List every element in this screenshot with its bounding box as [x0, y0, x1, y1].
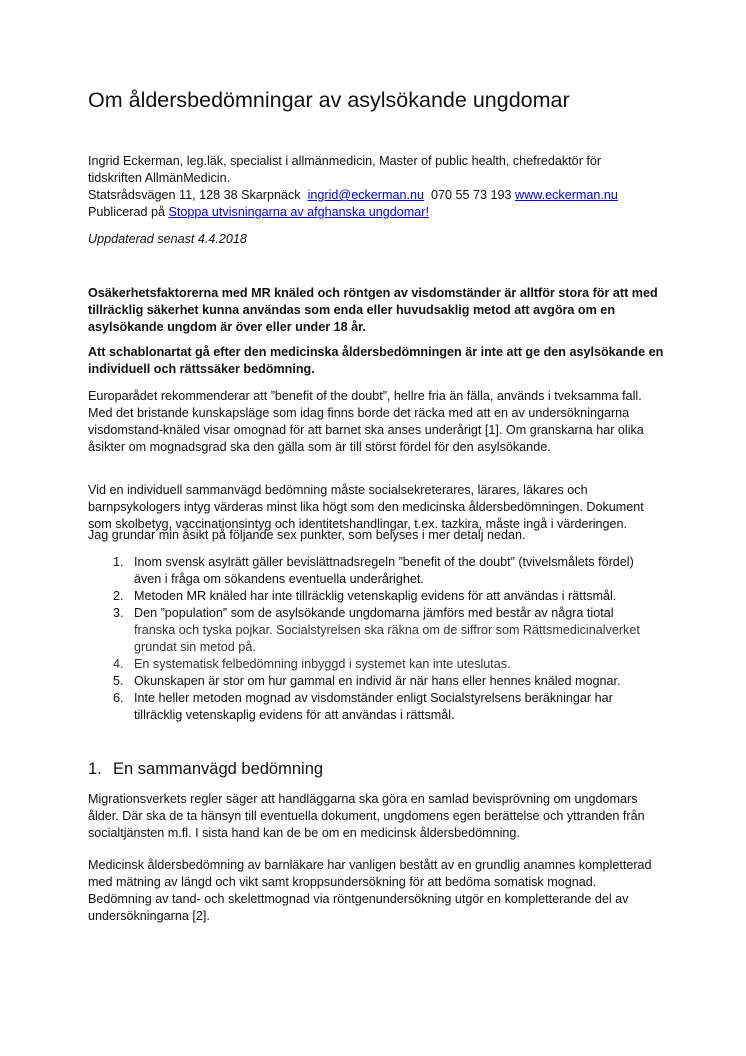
text-line: åsikter om mognadsgrad ska den gälla som är till störst fördel för den asylsökande. [88, 440, 551, 454]
text-line: Europarådet rekommenderar att ”benefit of the doubt”, hellre fria än fälla, används i tveksamma fall. [88, 389, 642, 403]
author-line: Ingrid Eckerman, leg.läk, specialist i allmänmedicin, Master of public health, chefredaktör för [88, 154, 602, 168]
published-link[interactable]: Stoppa utvisningarna av afghanska ungdomar! [168, 205, 429, 219]
text-line: Att schablonartat gå efter den medicinska åldersbedömningen är inte att ge den asylsökande en [88, 345, 664, 359]
text-line: även i fråga om sökandens eventuella underårighet. [134, 572, 424, 586]
text-line: Jag grundar min åsikt på följande sex punkter, som belyses i mer detalj nedan. [88, 528, 526, 542]
paragraph [88, 791, 688, 842]
paragraph [88, 527, 688, 544]
text-line: med mätning av längd och vikt samt kroppsundersökning för att bedöma somatisk mognad. [88, 875, 597, 889]
list-item [88, 673, 640, 690]
contact-line [88, 187, 688, 204]
website-link[interactable]: www.eckerman.nu [515, 188, 618, 202]
bold-paragraph [88, 285, 688, 336]
section-heading [88, 760, 324, 779]
text-line: Osäkerhetsfaktorerna med MR knäled och röntgen av visdomständer är alltför stora för att med [88, 286, 658, 300]
list-item [88, 690, 640, 724]
text-line: Inom svensk asylrätt gäller bevislättnadsregeln ”benefit of the doubt” (tvivelsmålets fördel) [134, 555, 634, 569]
list-number: 5. [113, 674, 124, 688]
text-line: undersökningarna [2]. [88, 909, 210, 923]
email-link[interactable]: ingrid@eckerman.nu [307, 188, 424, 202]
text-line: Inte heller metoden mognad av visdomständer enligt Socialstyrelsens beräkningar har [134, 691, 613, 705]
list-number: 3. [113, 606, 124, 620]
paragraph [88, 482, 688, 533]
text-line: socialtjänsten m.fl. I sista hand kan de be om en medicinsk åldersbedömning. [88, 826, 520, 840]
text-line: asylsökande ungdom är över eller under 18 år. [88, 320, 366, 334]
paragraph [88, 388, 688, 456]
list-number: 2. [113, 589, 124, 603]
text-line: Med det bristande kunskapsläge som idag finns borde det räcka med att en av undersökningarna [88, 406, 630, 420]
text-line: Migrationsverkets regler säger att handläggarna ska göra en samlad bevisprövning om ungdomars [88, 792, 638, 806]
list-number: 4. [113, 657, 124, 671]
text-line: Bedömning av tand- och skelettmognad via röntgenundersökning utgör en kompletterande del av [88, 892, 629, 906]
text-line: Okunskapen är stor om hur gammal en individ är när hans eller hennes knäled mognar. [134, 674, 621, 688]
list-item [88, 588, 640, 605]
updated-date: Uppdaterad senast 4.4.2018 [88, 232, 247, 246]
published-line [88, 204, 688, 221]
paragraph [88, 857, 688, 925]
text-line: som skolbetyg, vaccinationsintyg och identitetshandlingar, t.ex. tazkira, måste ingå i värderingen. [88, 517, 628, 531]
author-line: tidskriften AllmänMedicin. [88, 171, 231, 185]
list-item [88, 656, 640, 673]
phone: 070 55 73 193 [431, 188, 512, 202]
published-prefix: Publicerad på [88, 205, 166, 219]
page-title: Om åldersbedömningar av asylsökande ungdomar [88, 88, 570, 112]
text-line: barnpsykologers intyg värderas minst lika högt som den medicinska åldersbedömningen. Dokument [88, 500, 644, 514]
text-line: grundat sin metod på. [134, 640, 256, 654]
text-line: Metoden MR knäled har inte tillräcklig vetenskaplig evidens för att användas i rättsmål. [134, 589, 617, 603]
list-item [88, 554, 640, 588]
points-list [88, 554, 640, 724]
text-line: tillräcklig säkerhet kunna användas som enda eller huvudsaklig metod att avgöra om en [88, 303, 616, 317]
text-line: visdomstand-knäled visar omognad för att barnet ska anses underårigt [1]. Om granskarna har olika [88, 423, 644, 437]
text-line: En systematisk felbedömning inbyggd i systemet kan inte uteslutas. [134, 657, 511, 671]
list-item [88, 605, 640, 656]
author-block [88, 153, 688, 221]
address: Statsrådsvägen 11, 128 38 Skarpnäck [88, 188, 301, 202]
section-number: 1. [88, 760, 102, 778]
text-line: franska och tyska pojkar. Socialstyrelsen ska räkna om de siffror som Rättsmedicinalverket [134, 623, 640, 637]
list-number: 1. [113, 555, 124, 569]
text-line: Medicinsk åldersbedömning av barnläkare har vanligen bestått av en grundlig anamnes kompletterad [88, 858, 652, 872]
list-number: 6. [113, 691, 124, 705]
text-line: Vid en individuell sammanvägd bedömning måste socialsekreterares, lärares, läkares och [88, 483, 588, 497]
text-line: individuell och rättssäker bedömning. [88, 362, 315, 376]
text-line: ålder. Där ska de ta hänsyn till eventuella dokument, ungdomens egen berättelse och yttranden från [88, 809, 645, 823]
text-line: Den ”population” som de asylsökande ungdomarna jämförs med består av några tiotal [134, 606, 614, 620]
text-line: tillräcklig vetenskaplig evidens för att användas i rättsmål. [134, 708, 455, 722]
section-title: En sammanvägd bedömning [113, 760, 324, 778]
bold-paragraph [88, 344, 688, 378]
